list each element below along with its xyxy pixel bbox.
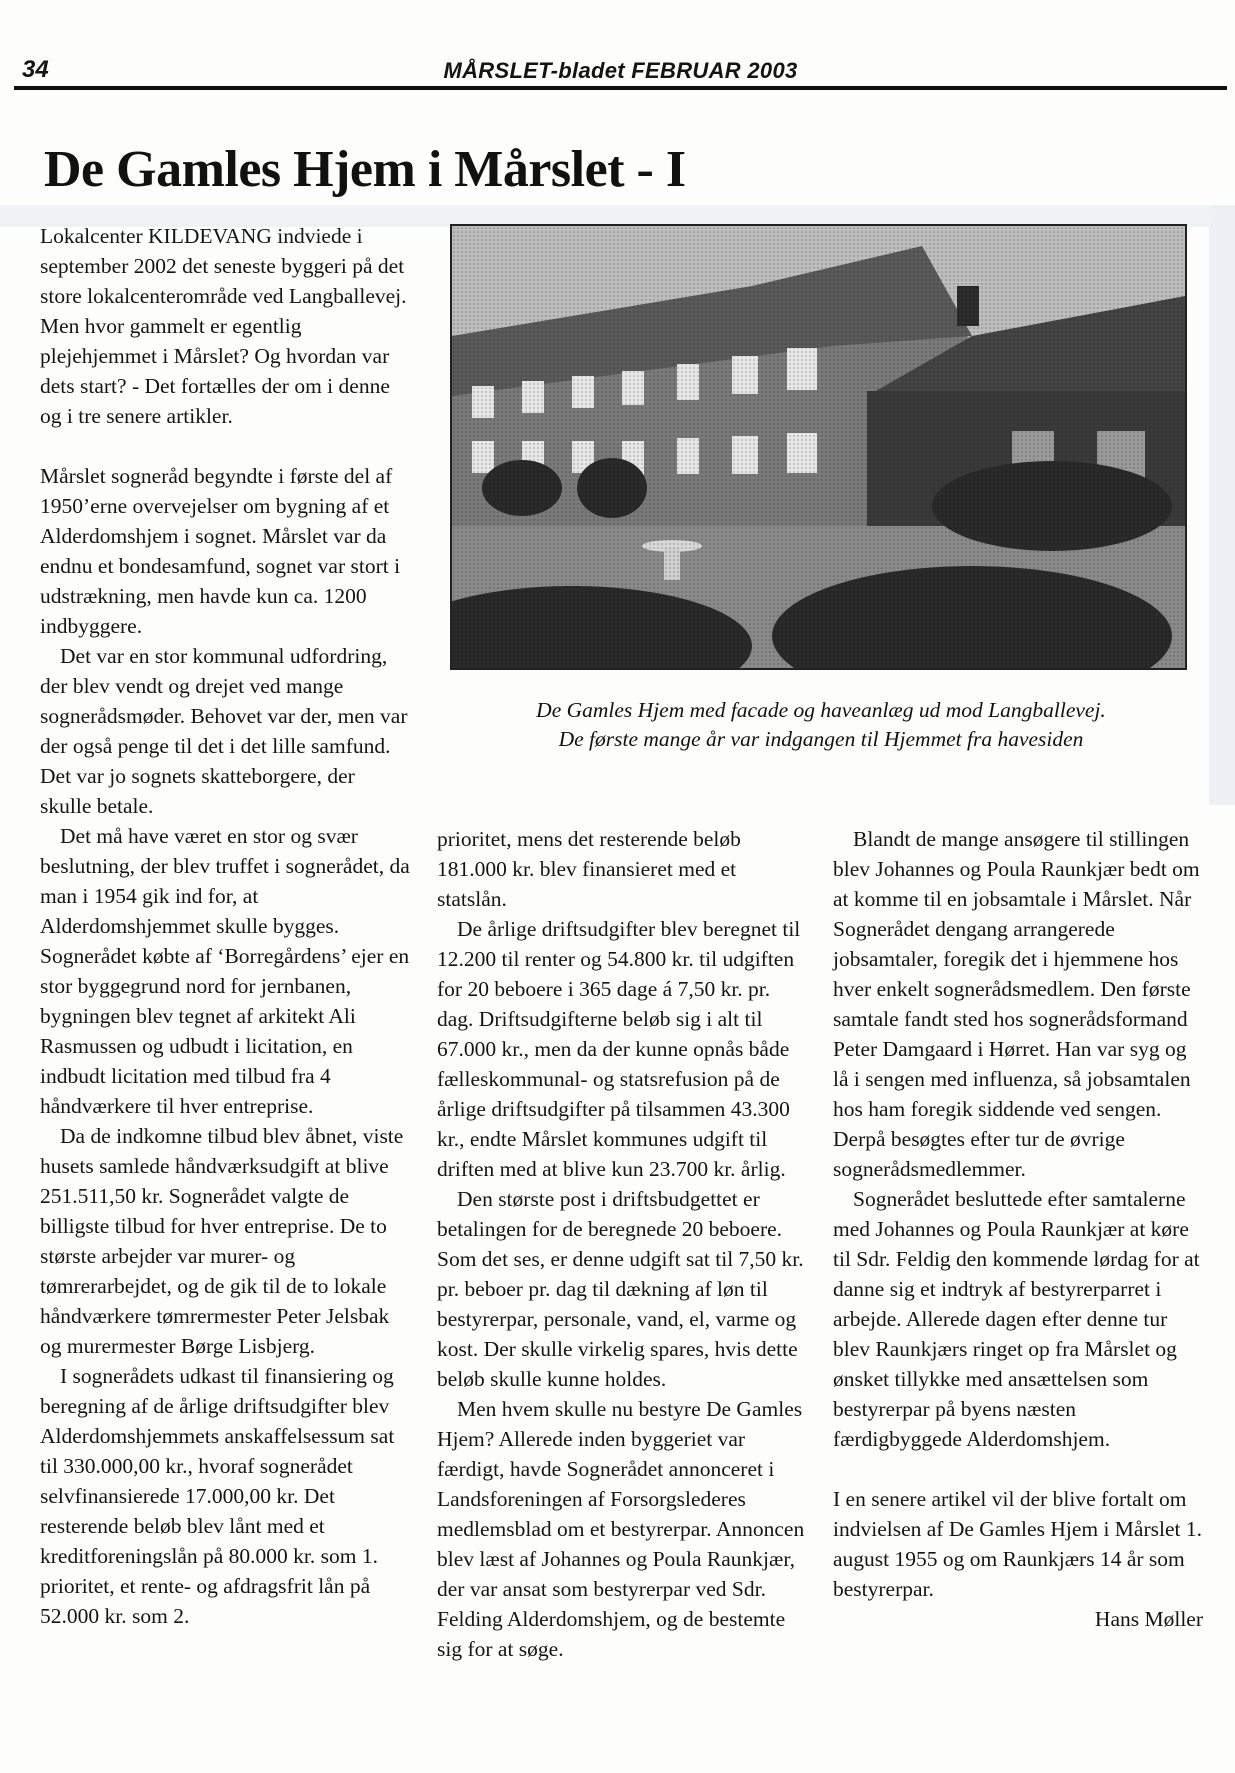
column-3 (833, 824, 1203, 1634)
building-photo (450, 224, 1187, 670)
intro-paragraph: Lokalcenter KILDEVANG indviede i september 2002 det seneste byggeri på det store lokalcenterområde ved Langballevej. Men hvor gammelt er egentlig plejehjemmet i Mårslet? Og hvordan var dets start? - Det fortælles der om i denne og i tre senere artikler. (40, 224, 407, 428)
body-paragraph: Det må have været en stor og svær beslutning, der blev truffet i sognerådet, da man i 1954 gik ind for, at Alderdomshjemmet skulle bygges. Sognerådet købte af ‘Borregårdens’ ejer en stor byggegrund nord for jernbanen, bygningen blev tegnet af arkitekt Ali Rasmussen og udbudt i licitation, en indbudt licitation med tilbud fra 4 håndværkere til hver entreprise. (40, 824, 410, 1118)
body-paragraph: prioritet, mens det resterende beløb 181.000 kr. blev finansieret med et statslån. (437, 827, 741, 911)
column-2 (437, 824, 807, 1664)
body-paragraph: Blandt de mange ansøgere til stillingen blev Johannes og Poula Raunkjær bedt om at komme til en jobsamtale i Mårslet. Når Sognerådet dengang arrangerede jobsamtaler, foregik det i hjemmene hos hver enkelt sognerådsmedlem. Den første samtale fandt sted hos sognerådsformand Peter Damgaard i Hørret. Han var syg og lå i sengen med influenza, så jobsamtalen hos ham foregik siddende ved sengen. Derpå besøgtes efter tur de øvrige sognerådsmedlemmer. (833, 827, 1200, 1181)
body-paragraph: Mårslet sogneråd begyndte i første del af 1950’erne overvejelser om bygning af et Alderdomshjem i sognet. Mårslet var da endnu et bondesamfund, sognet var stort i udstrækning, men havde kun ca. 1200 indbyggere. (40, 464, 401, 638)
author-signature: Hans Møller (1094, 1607, 1203, 1631)
closing-paragraph: I en senere artikel vil der blive fortalt om indvielsen af De Gamles Hjem i Mårslet 1. august 1955 og om Raunkjærs 14 år som bestyrerpar. (833, 1487, 1202, 1601)
article-title: De Gamles Hjem i Mårslet - I (44, 141, 686, 198)
caption-line-2: De første mange år var indgangen til Hjemmet fra havesiden (558, 727, 1084, 751)
masthead: MÅRSLET-bladet FEBRUAR 2003 (443, 58, 798, 83)
photo-illustration (452, 226, 1185, 668)
body-paragraph: I sognerådets udkast til finansiering og beregning af de årlige driftsudgifter blev Alderdomshjemmets anskaffelsessum sat til 330.000,00 kr., hvoraf sognerådet selvfinansierede 17.000,00 kr. Det resterende beløb blev lånt med et kreditforeningslån på 80.000 kr. som 1. prioritet, et rente- og afdragsfrit lån på 52.000 kr. som 2. (40, 1364, 395, 1628)
page-edge-shadow (1209, 205, 1235, 805)
running-header (14, 56, 1227, 90)
page-number: 34 (22, 56, 49, 83)
paragraph-gap (40, 431, 410, 461)
body-paragraph: De årlige driftsudgifter blev beregnet til 12.200 til renter og 54.800 kr. til udgiften for 20 beboere i 365 dage á 7,50 kr. pr. dag. Driftsudgifterne beløb sig i alt til 67.000 kr., men da der kunne opnås både fælleskommunal- og statsrefusion på de årlige driftsudgifter på tilsammen 43.300 kr., endte Mårslet kommunes udgift til driften med at blive kun 23.700 kr. årlig. (437, 917, 801, 1181)
body-paragraph: Men hvem skulle nu bestyre De Gamles Hjem? Allerede inden byggeriet var færdigt, havde Sognerådet annonceret i Landsforeningen af Forsorgslederes medlemsblad om et bestyrerpar. Annoncen blev læst af Johannes og Poula Raunkjær, der var ansat som bestyrerpar ved Sdr. Felding Alderdomshjem, og de bestemte sig for at søge. (437, 1397, 805, 1661)
column-1 (40, 221, 410, 1631)
photo-caption (440, 696, 1202, 754)
body-paragraph: Det var en stor kommunal udfordring, der blev vendt og drejet ved mange sognerådsmøder. Behovet var der, men var der også penge til det i det lille samfund. Det var jo sognets skatteborgere, der skulle betale. (40, 644, 408, 818)
body-paragraph: Da de indkomne tilbud blev åbnet, viste husets samlede håndværksudgift at blive 251.511,50 kr. Sognerådet valgte de billigste tilbud for hver entreprise. De to største arbejder var murer- og tømrerarbejdet, og de gik til de to lokale håndværkere tømrermester Peter Jelsbak og murermester Børge Lisbjerg. (40, 1124, 404, 1358)
body-paragraph: Den største post i driftsbudgettet er betalingen for de beregnede 20 beboere. Som det ses, er denne udgift sat til 7,50 kr. pr. beboer pr. dag til dækning af løn til bestyrerpar, personale, vand, el, varme og kost. Der skulle virkelig spares, hvis dette beløb skulle kunne holdes. (437, 1187, 804, 1391)
caption-line-1: De Gamles Hjem med facade og haveanlæg ud mod Langballevej. (536, 698, 1106, 722)
body-paragraph: Sognerådet besluttede efter samtalerne med Johannes og Poula Raunkjær at køre til Sdr. Feldig den kommende lørdag for at danne sig et indtryk af bestyrerparret i arbejde. Allerede dagen efter denne tur blev Raunkjærs ringet op fra Mårslet og ønsket tillykke med ansættelsen som bestyrerpar på byens næsten færdigbyggede Alderdomshjem. (833, 1187, 1200, 1451)
halftone-overlay (452, 226, 1185, 668)
paragraph-gap (833, 1454, 1203, 1484)
